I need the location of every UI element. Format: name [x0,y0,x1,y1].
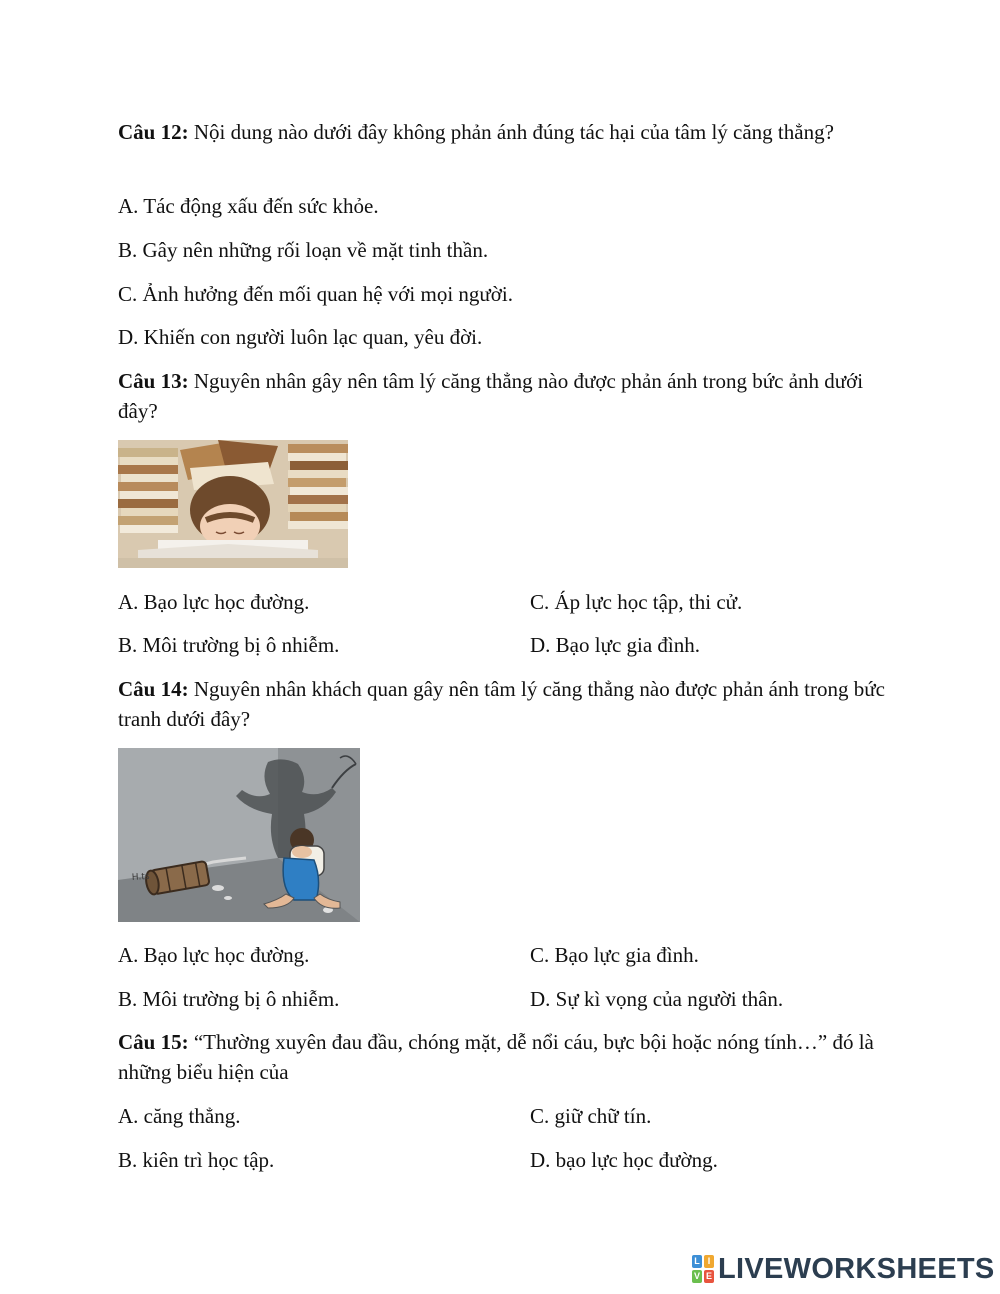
studying-girl-image [118,440,348,568]
question-14-label: Câu 14: [118,677,189,701]
question-13 [118,366,898,426]
q15-option-a[interactable]: A. căng thẳng. [118,1104,241,1128]
question-15 [118,1027,898,1087]
question-12-text: Nội dung nào dưới đây không phản ánh đúng tác hại của tâm lý căng thẳng? [188,120,834,144]
question-14-text: Nguyên nhân khách quan gây nên tâm lý căng thẳng nào được phản ánh trong bức tranh dưới đây? [118,677,885,731]
logo-mark-i: I [704,1255,714,1268]
q15-option-d[interactable]: D. bạo lực học đường. [530,1148,718,1172]
q15-option-b[interactable]: B. kiên trì học tập. [118,1148,275,1172]
q13-option-b[interactable]: B. Môi trường bị ô nhiễm. [118,633,340,657]
q14-option-b[interactable]: B. Môi trường bị ô nhiễm. [118,987,340,1011]
logo-mark-l: L [692,1255,702,1268]
q12-option-d[interactable]: D. Khiến con người luôn lạc quan, yêu đời. [118,325,483,349]
liveworksheets-logo[interactable] [692,1252,995,1286]
svg-text:H.ts: H.ts [131,871,150,883]
q13-option-a[interactable]: A. Bạo lực học đường. [118,590,310,614]
question-13-text: Nguyên nhân gây nên tâm lý căng thẳng nào được phản ánh trong bức ảnh dưới đây? [118,369,864,423]
q13-option-c[interactable]: C. Áp lực học tập, thi cử. [530,590,743,614]
question-12-label: Câu 12: [118,120,189,144]
q12-option-b[interactable]: B. Gây nên những rối loạn về mặt tinh thần. [118,238,489,262]
question-14 [118,674,898,734]
abused-child-drawing [118,748,360,922]
q14-option-a[interactable]: A. Bạo lực học đường. [118,943,310,967]
logo-mark-e: E [705,1271,712,1281]
q12-option-c[interactable]: C. Ảnh hưởng đến mối quan hệ với mọi người. [118,282,513,306]
q13-option-d[interactable]: D. Bạo lực gia đình. [530,633,701,657]
liveworksheets-logo-icon [692,1255,714,1283]
question-13-label: Câu 13: [118,369,189,393]
q15-option-c[interactable]: C. giữ chữ tín. [530,1104,652,1128]
q14-option-d[interactable]: D. Sự kì vọng của người thân. [530,987,784,1011]
abused-child-illustration [118,748,360,922]
q12-option-a[interactable]: A. Tác động xấu đến sức khỏe. [118,194,379,218]
q14-option-c[interactable]: C. Bạo lực gia đình. [530,943,699,967]
question-15-label: Câu 15: [118,1030,189,1054]
question-12 [118,117,898,147]
logo-mark-v: V [693,1271,700,1281]
question-15-text: “Thường xuyên đau đầu, chóng mặt, dễ nổi cáu, bực bội hoặc nóng tính…” đó là những biểu hiện của [118,1030,874,1084]
logo-wordmark: LIVEWORKSHEETS [718,1252,995,1285]
studying-girl-illustration [118,440,348,568]
